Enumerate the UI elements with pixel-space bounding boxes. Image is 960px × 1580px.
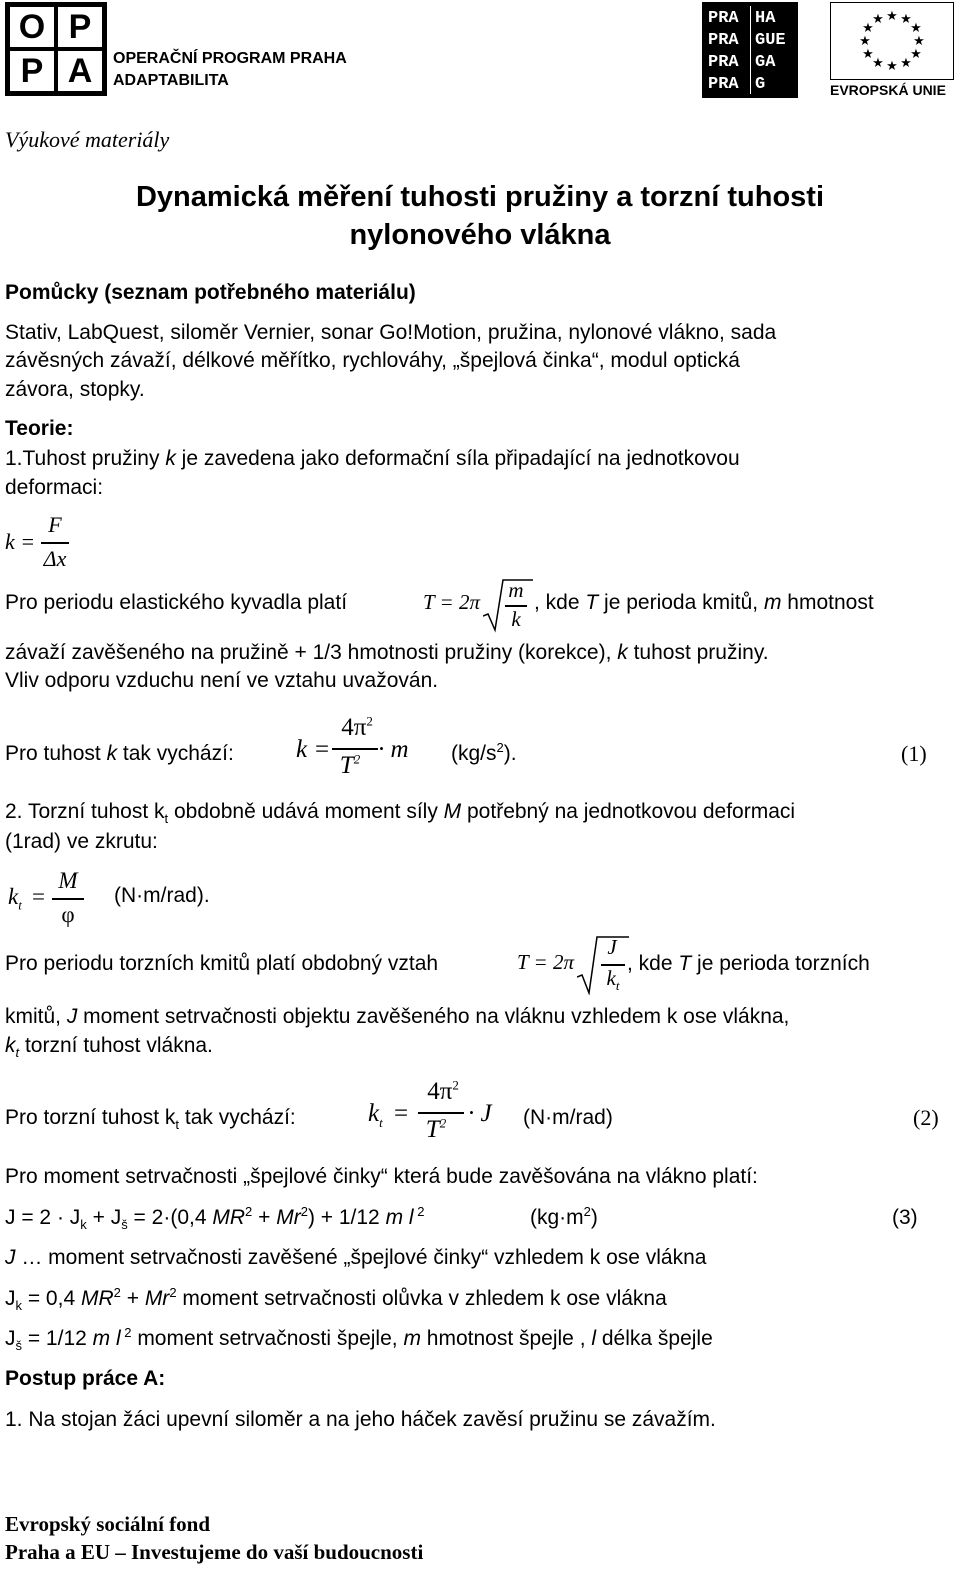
text: tak vychází: (117, 742, 234, 765)
equation-k (5, 512, 75, 572)
equation-1-intro (5, 740, 234, 768)
text: ) (590, 1206, 598, 1229)
eq-denominator (416, 1116, 456, 1144)
eq-lhs: k = (5, 529, 36, 554)
text: + J (86, 1206, 122, 1229)
praha-logo-right (755, 8, 786, 96)
paragraph-4-text-a: Pro periodu torzních kmitů platí obdobný vztah (5, 952, 439, 975)
eq-numerator: F (48, 512, 62, 537)
tools-heading: Pomůcky (seznam potřebného materiálu) (5, 281, 416, 304)
eq-multiplier: · J (468, 1100, 492, 1127)
svg-text:★: ★ (886, 9, 898, 24)
superscript: 2 (583, 1204, 591, 1219)
symbol-ml: m l (385, 1206, 414, 1229)
superscript: 2 (439, 1115, 447, 1131)
theory-heading: Teorie: (5, 417, 74, 440)
svg-text:★: ★ (913, 34, 925, 49)
eq-equals: = (394, 1100, 409, 1127)
text: Pro torzní tuhost k (5, 1106, 176, 1129)
eq-denominator (330, 752, 370, 780)
praha-cell: G (755, 75, 766, 94)
praha-cell: PRA (708, 53, 739, 72)
tools-text-line: závora, stopky. (5, 378, 145, 401)
subscript: š (15, 1338, 22, 1354)
eq-denominator: Δx (43, 546, 67, 571)
paragraph-5: Pro moment setrvačnosti „špejlové činky“ která bude zavěšována na vlákno platí: (5, 1165, 758, 1188)
eq-lhs: k = (296, 736, 331, 763)
eq-denominator: φ (61, 902, 75, 927)
eq-equals: = (32, 884, 45, 909)
equation-torsion-period (517, 933, 629, 997)
text: (kg/s (451, 742, 497, 765)
svg-text:★: ★ (910, 21, 922, 36)
text: , kde (534, 591, 586, 614)
equation-kt-unit: (N·m/rad). (114, 884, 210, 907)
svg-text:★: ★ (862, 47, 874, 62)
text: J = 2 · J (5, 1206, 81, 1229)
equation-3-number: (3) (892, 1206, 918, 1229)
paragraph-2-line3: Vliv odporu vzduchu není ve vztahu uvažován. (5, 669, 439, 692)
tools-text-line: Stativ, LabQuest, siloměr Vernier, sonar Go!Motion, pružina, nylonové vlákno, sada (5, 321, 777, 344)
text: potřebný na jednotkovou deformaci (461, 800, 796, 823)
text: 2. Torzní tuhost k (5, 800, 165, 823)
praha-divider (750, 6, 751, 94)
text: (kg·m (530, 1206, 584, 1229)
text: moment setrvačnosti špejle, (131, 1327, 404, 1350)
text: ). (503, 742, 517, 765)
svg-text:★: ★ (872, 12, 884, 27)
paragraph-1-line1 (5, 445, 740, 473)
paragraph-4-line3 (5, 1032, 213, 1060)
svg-text:★: ★ (862, 21, 874, 36)
superscript: 2 (496, 740, 504, 755)
subscript: k (15, 1298, 22, 1314)
symbol-m: m (763, 591, 782, 614)
svg-text:★: ★ (910, 47, 922, 62)
opp-letter: P (10, 51, 54, 91)
praha-cell: PRA (708, 31, 739, 50)
eq-denominator: k (511, 607, 521, 631)
text: = 1/12 (22, 1327, 93, 1350)
symbol-T: T (585, 591, 599, 614)
eu-logo-label: EVROPSKÁ UNIE (830, 82, 946, 98)
equation-2-number: (2) (913, 1105, 939, 1130)
symbol-M: M (443, 800, 462, 823)
text: = 2·(0,4 (127, 1206, 213, 1229)
superscript: 2 (120, 1325, 132, 1340)
text: obdobně udává moment síly (168, 800, 444, 823)
text: T (339, 752, 354, 779)
paragraph-3-line1 (5, 798, 795, 826)
fraction-bar (418, 1112, 464, 1114)
symbol-J: J (5, 1246, 16, 1269)
definition-Jk (5, 1285, 667, 1313)
svg-text:★: ★ (900, 12, 912, 27)
symbol-MR: MR (80, 1287, 114, 1310)
subscript: t (379, 1115, 383, 1130)
page-title-line1: Dynamická měření tuhosti pružiny a torzní tuhosti (135, 181, 825, 213)
eq-numerator (330, 714, 384, 742)
superscript: 2 (300, 1204, 308, 1219)
text: tak vychází: (179, 1106, 296, 1129)
eq-numerator: J (607, 935, 617, 959)
superscript: 2 (366, 713, 373, 729)
praha-logo-left (708, 8, 739, 96)
praha-cell: GA (755, 53, 776, 72)
symbol-J: J (66, 1005, 78, 1028)
symbol-Mr: Mr (276, 1206, 301, 1229)
opp-logo-line2: ADAPTABILITA (113, 72, 229, 89)
paragraph-2-text-b (534, 589, 874, 617)
text: 4π (341, 714, 367, 741)
text: 4π (427, 1078, 453, 1105)
praha-cell: HA (755, 9, 776, 28)
equation-2-intro (5, 1104, 296, 1132)
subscript: t (15, 1045, 20, 1061)
eq-multiplier: · m (378, 736, 409, 763)
text: , kde (627, 952, 679, 975)
opp-letter: A (58, 51, 102, 91)
symbol-ml: m l (92, 1327, 121, 1350)
definition-J (5, 1244, 706, 1272)
footer-line2: Praha a EU – Investujeme do vaší budoucnosti (5, 1540, 424, 1564)
paragraph-4-line2 (5, 1003, 789, 1031)
eq-denominator (601, 966, 625, 994)
text: k (368, 1100, 380, 1127)
opp-letter: O (10, 7, 54, 47)
equation-2 (368, 1072, 518, 1152)
footer-line1: Evropský sociální fond (5, 1512, 211, 1536)
superscript: 2 (169, 1285, 177, 1300)
text: T (425, 1116, 440, 1143)
eu-flag-icon (830, 2, 954, 80)
equation-1 (296, 708, 446, 788)
subscript: t (175, 1117, 180, 1133)
text: moment setrvačnosti olůvka v zhledem k ose vlákna (176, 1287, 667, 1310)
section-label: Výukové materiály (5, 127, 170, 152)
text: hmotnost (781, 591, 874, 614)
text: kmitů, (5, 1005, 67, 1028)
svg-text:★: ★ (872, 56, 884, 71)
procedure-step-1: 1. Na stojan žáci upevní siloměr a na jeho háček zavěsí pružinu se závažím. (5, 1408, 716, 1431)
opp-letter: P (58, 7, 102, 47)
praha-cell: PRA (708, 9, 739, 28)
eq-numerator: m (508, 578, 524, 602)
page-title-line2: nylonového vlákna (349, 219, 611, 251)
text: moment setrvačnosti objektu zavěšeného na vláknu vzhledem k ose vlákna, (77, 1005, 790, 1028)
symbol-k: k (165, 447, 176, 470)
text: závaží zavěšeného na pružině + 1/3 hmotnosti pružiny (korekce), (5, 641, 618, 664)
eq-lhs (8, 884, 22, 913)
paragraph-3-line2: (1rad) ve zkrutu: (5, 830, 158, 853)
equation-period (423, 576, 533, 636)
text: ) + 1/12 (307, 1206, 386, 1229)
eq-numerator: M (58, 868, 78, 893)
text: je perioda torzních (691, 952, 870, 975)
text: Pro tuhost (5, 742, 107, 765)
text: hmotnost špejle , (420, 1327, 592, 1350)
equation-1-number: (1) (901, 741, 927, 766)
text: tuhost pružiny. (627, 641, 769, 664)
equation-2-unit: (N·m/rad) (523, 1106, 613, 1129)
svg-text:★: ★ (900, 56, 912, 71)
fraction-bar (332, 748, 378, 750)
opp-logo-mark (5, 2, 107, 96)
symbol-Mr: Mr (144, 1287, 170, 1310)
eq-lhs (368, 1100, 383, 1128)
fraction-bar (41, 542, 69, 544)
subscript: t (18, 897, 22, 913)
text: … moment setrvačnosti zavěšené „špejlové činky“ vzhledem k ose vlákna (15, 1246, 707, 1269)
tools-text-line: závěsných závaží, délkové měřítko, rychlováhy, „špejlová činka“, modul optická (5, 349, 740, 372)
equation-3 (5, 1204, 424, 1232)
text: J (5, 1327, 16, 1350)
text: + (120, 1287, 145, 1310)
superscript: 2 (413, 1204, 425, 1219)
superscript: 2 (452, 1077, 459, 1093)
eq-numerator (416, 1078, 470, 1106)
praha-cell: GUE (755, 31, 786, 50)
procedure-heading: Postup práce A: (5, 1367, 166, 1390)
text: je zavedena jako deformační síla připadající na jednotkovou (175, 447, 740, 470)
text: je perioda kmitů, (598, 591, 764, 614)
svg-text:★: ★ (886, 59, 898, 74)
paragraph-2-text-a: Pro periodu elastického kyvadla platí (5, 591, 348, 614)
page-title (0, 178, 960, 254)
equation-3-unit (530, 1204, 598, 1232)
superscript: 2 (353, 751, 361, 767)
paragraph-4-text-b (627, 950, 870, 978)
text: + (252, 1206, 277, 1229)
symbol-k: k (106, 742, 118, 765)
text: délka špejle (596, 1327, 713, 1350)
text: k (8, 884, 19, 909)
eq-period-lhs: T = 2π (423, 590, 480, 614)
eu-logo (830, 2, 954, 98)
praha-logo (702, 2, 798, 98)
symbol-m: m (403, 1327, 421, 1350)
eq-period-lhs: T = 2π (517, 950, 574, 974)
text: torzní tuhost vlákna. (19, 1034, 213, 1057)
opp-logo (5, 2, 355, 94)
subscript: š (121, 1217, 128, 1233)
text: = 0,4 (22, 1287, 81, 1310)
symbol-l: l (591, 1327, 597, 1350)
symbol-T: T (678, 952, 692, 975)
superscript: 2 (245, 1204, 253, 1219)
text: 1.Tuhost pružiny (5, 447, 166, 470)
symbol-k: k (617, 641, 628, 664)
superscript: 2 (113, 1285, 121, 1300)
symbol-MR: MR (212, 1206, 246, 1229)
text: k (606, 966, 616, 990)
equation-kt (8, 868, 98, 932)
subscript: t (164, 811, 169, 827)
text: J (5, 1287, 16, 1310)
subscript: k (80, 1217, 87, 1233)
definition-Js (5, 1325, 713, 1353)
svg-text:★: ★ (859, 34, 871, 49)
praha-cell: PRA (708, 75, 739, 94)
equation-1-unit (451, 740, 517, 768)
subscript: t (615, 978, 620, 994)
symbol-k: k (5, 1034, 16, 1057)
opp-logo-line1: OPERAČNÍ PROGRAM PRAHA (113, 50, 347, 67)
fraction-bar (52, 898, 84, 900)
paragraph-2-line2 (5, 639, 769, 667)
paragraph-1-line2: deformaci: (5, 476, 104, 499)
